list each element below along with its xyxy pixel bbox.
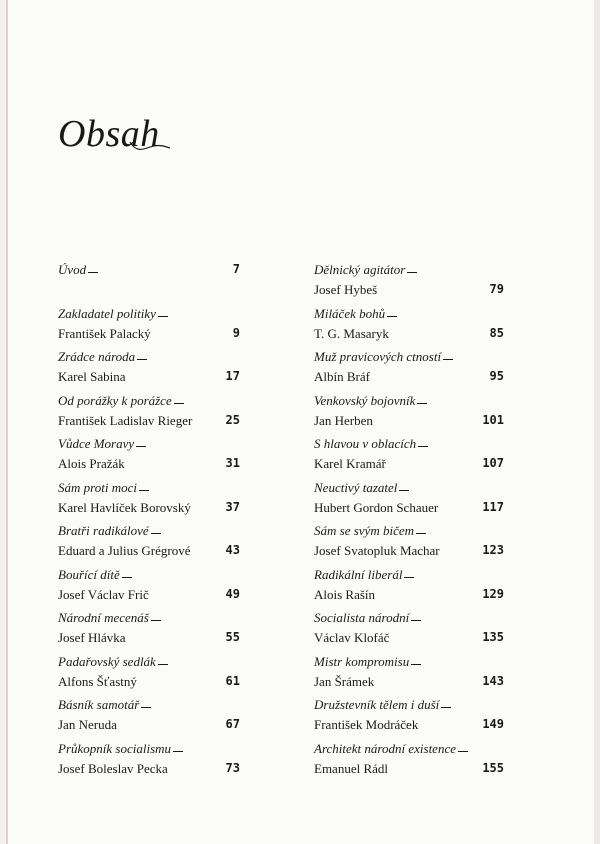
- toc-person-name: T. G. Masaryk: [314, 325, 389, 341]
- toc-page-number: 73: [225, 760, 240, 775]
- toc-right-column: [308, 262, 504, 784]
- toc-page-number: 143: [482, 673, 504, 688]
- toc-entry: [308, 741, 504, 785]
- toc-section-title: Miláček bohů: [314, 306, 397, 322]
- book-page: [6, 0, 598, 844]
- toc-entry: [52, 349, 240, 393]
- toc-entry: [308, 610, 504, 654]
- toc-page-number: 149: [482, 717, 504, 731]
- toc-person-name: František Palacký: [58, 325, 151, 341]
- toc-page-number: 55: [225, 630, 240, 644]
- toc-section-title: Úvod: [58, 262, 98, 278]
- toc-entry: [52, 262, 240, 306]
- toc-entry: [52, 480, 240, 524]
- toc-entry: [52, 741, 240, 785]
- toc-page-number: 61: [225, 673, 240, 688]
- toc-section-title: Padařovský sedlák: [58, 654, 168, 670]
- toc-section-title: Průkopník socialismu: [58, 741, 183, 757]
- toc-page-number: 67: [225, 717, 240, 731]
- toc-entry: [308, 480, 504, 524]
- toc-entry: [308, 262, 504, 306]
- toc-person-name: Alois Pražák: [58, 456, 125, 471]
- toc-section-title: Zakladatel politiky: [58, 306, 168, 322]
- toc-section-title: Bouřící dítě: [58, 567, 132, 583]
- toc-page-number: 85: [489, 325, 504, 340]
- toc-page-number: 37: [225, 499, 240, 514]
- toc-person-name: Josef Václav Frič: [58, 586, 149, 602]
- toc-left-column: [52, 262, 240, 784]
- toc-entry: [308, 436, 504, 480]
- toc-person-name: Karel Sabina: [58, 369, 126, 384]
- toc-page-number: 17: [225, 369, 240, 383]
- toc-page-number: 9: [232, 325, 240, 340]
- toc-person-name: Hubert Gordon Schauer: [314, 499, 439, 515]
- toc-page-number: 123: [482, 543, 504, 557]
- toc-section-title: Mistr kompromisu: [314, 654, 421, 670]
- toc-entry: [52, 610, 240, 654]
- toc-page-number: 117: [482, 499, 504, 514]
- toc-section-title: Radikální liberál: [314, 567, 414, 583]
- toc-page-number: 25: [225, 412, 240, 427]
- toc-section-title: Od porážky k porážce: [58, 393, 184, 409]
- toc-person-name: Karel Kramář: [314, 456, 386, 471]
- toc-entry: [52, 393, 240, 437]
- toc-section-title: Neuctivý tazatel: [314, 480, 409, 496]
- toc-person-name: Jan Šrámek: [314, 673, 375, 689]
- page-title: Obsah: [58, 113, 160, 155]
- toc-entry: [52, 654, 240, 698]
- toc-entry: [308, 523, 504, 567]
- toc-section-title: Národní mecenáš: [58, 610, 161, 626]
- toc-section-title: Muž pravicových ctností: [314, 349, 453, 365]
- toc-entry: [52, 523, 240, 567]
- toc-page-number: 7: [232, 262, 240, 276]
- title-swash-ornament: [128, 138, 172, 152]
- toc-section-title: S hlavou v oblacích: [314, 436, 428, 452]
- toc-page-number: 79: [489, 282, 504, 296]
- toc-person-name: Josef Hybeš: [314, 282, 378, 297]
- toc-person-name: Alois Rašín: [314, 586, 376, 602]
- toc-entry: [308, 349, 504, 393]
- toc-person-name: Josef Svatopluk Machar: [314, 543, 440, 558]
- toc-section-title: Zrádce národa: [58, 349, 147, 365]
- toc-person-name: Alfons Šťastný: [58, 673, 137, 689]
- toc-person-name: Eduard a Julius Grégrové: [58, 543, 191, 558]
- toc-person-name: František Modráček: [314, 717, 419, 732]
- page-edge: [594, 0, 600, 844]
- toc-page-number: 107: [482, 456, 504, 470]
- toc-section-title: Sám proti moci: [58, 480, 149, 496]
- toc-entry: [308, 393, 504, 437]
- toc-entry: [52, 697, 240, 741]
- toc-person-name: Emanuel Rádl: [314, 760, 389, 776]
- toc-entry: [52, 436, 240, 480]
- toc-person-name: Albín Bráf: [314, 369, 370, 384]
- toc-entry: [308, 654, 504, 698]
- toc-page-number: 95: [489, 369, 504, 383]
- toc-section-title: Bratři radikálové: [58, 523, 161, 539]
- toc-person-name: Josef Boleslav Pecka: [58, 760, 168, 776]
- toc-page-number: 155: [482, 760, 504, 775]
- toc-section-title: Družstevník tělem i duší: [314, 697, 451, 713]
- toc-entry: [52, 306, 240, 350]
- toc-page-number: 43: [225, 543, 240, 557]
- toc-person-name: Josef Hlávka: [58, 630, 126, 645]
- toc-section-title: Sám se svým bičem: [314, 523, 426, 539]
- toc-section-title: Dělnický agitátor: [314, 262, 417, 278]
- toc-page-number: 49: [225, 586, 240, 601]
- toc-person-name: Jan Neruda: [58, 717, 117, 732]
- toc-page-number: 129: [482, 586, 504, 601]
- toc-person-name: Karel Havlíček Borovský: [58, 499, 191, 515]
- toc-section-title: Socialista národní: [314, 610, 421, 626]
- toc-page-number: 31: [225, 456, 240, 470]
- toc-entry: [308, 697, 504, 741]
- toc-page-number: 135: [482, 630, 504, 644]
- toc-entry: [52, 567, 240, 611]
- toc-entry: [308, 567, 504, 611]
- toc-page-number: 101: [482, 412, 504, 427]
- toc-person-name: František Ladislav Rieger: [58, 412, 193, 428]
- toc-section-title: Architekt národní existence: [314, 741, 468, 757]
- toc-person-name: Jan Herben: [314, 412, 373, 428]
- toc-section-title: Venkovský bojovník: [314, 393, 427, 409]
- toc-entry: [308, 306, 504, 350]
- toc-section-title: Básník samotář: [58, 697, 151, 713]
- toc-person-name: Václav Klofáč: [314, 630, 390, 645]
- toc-section-title: Vůdce Moravy: [58, 436, 146, 452]
